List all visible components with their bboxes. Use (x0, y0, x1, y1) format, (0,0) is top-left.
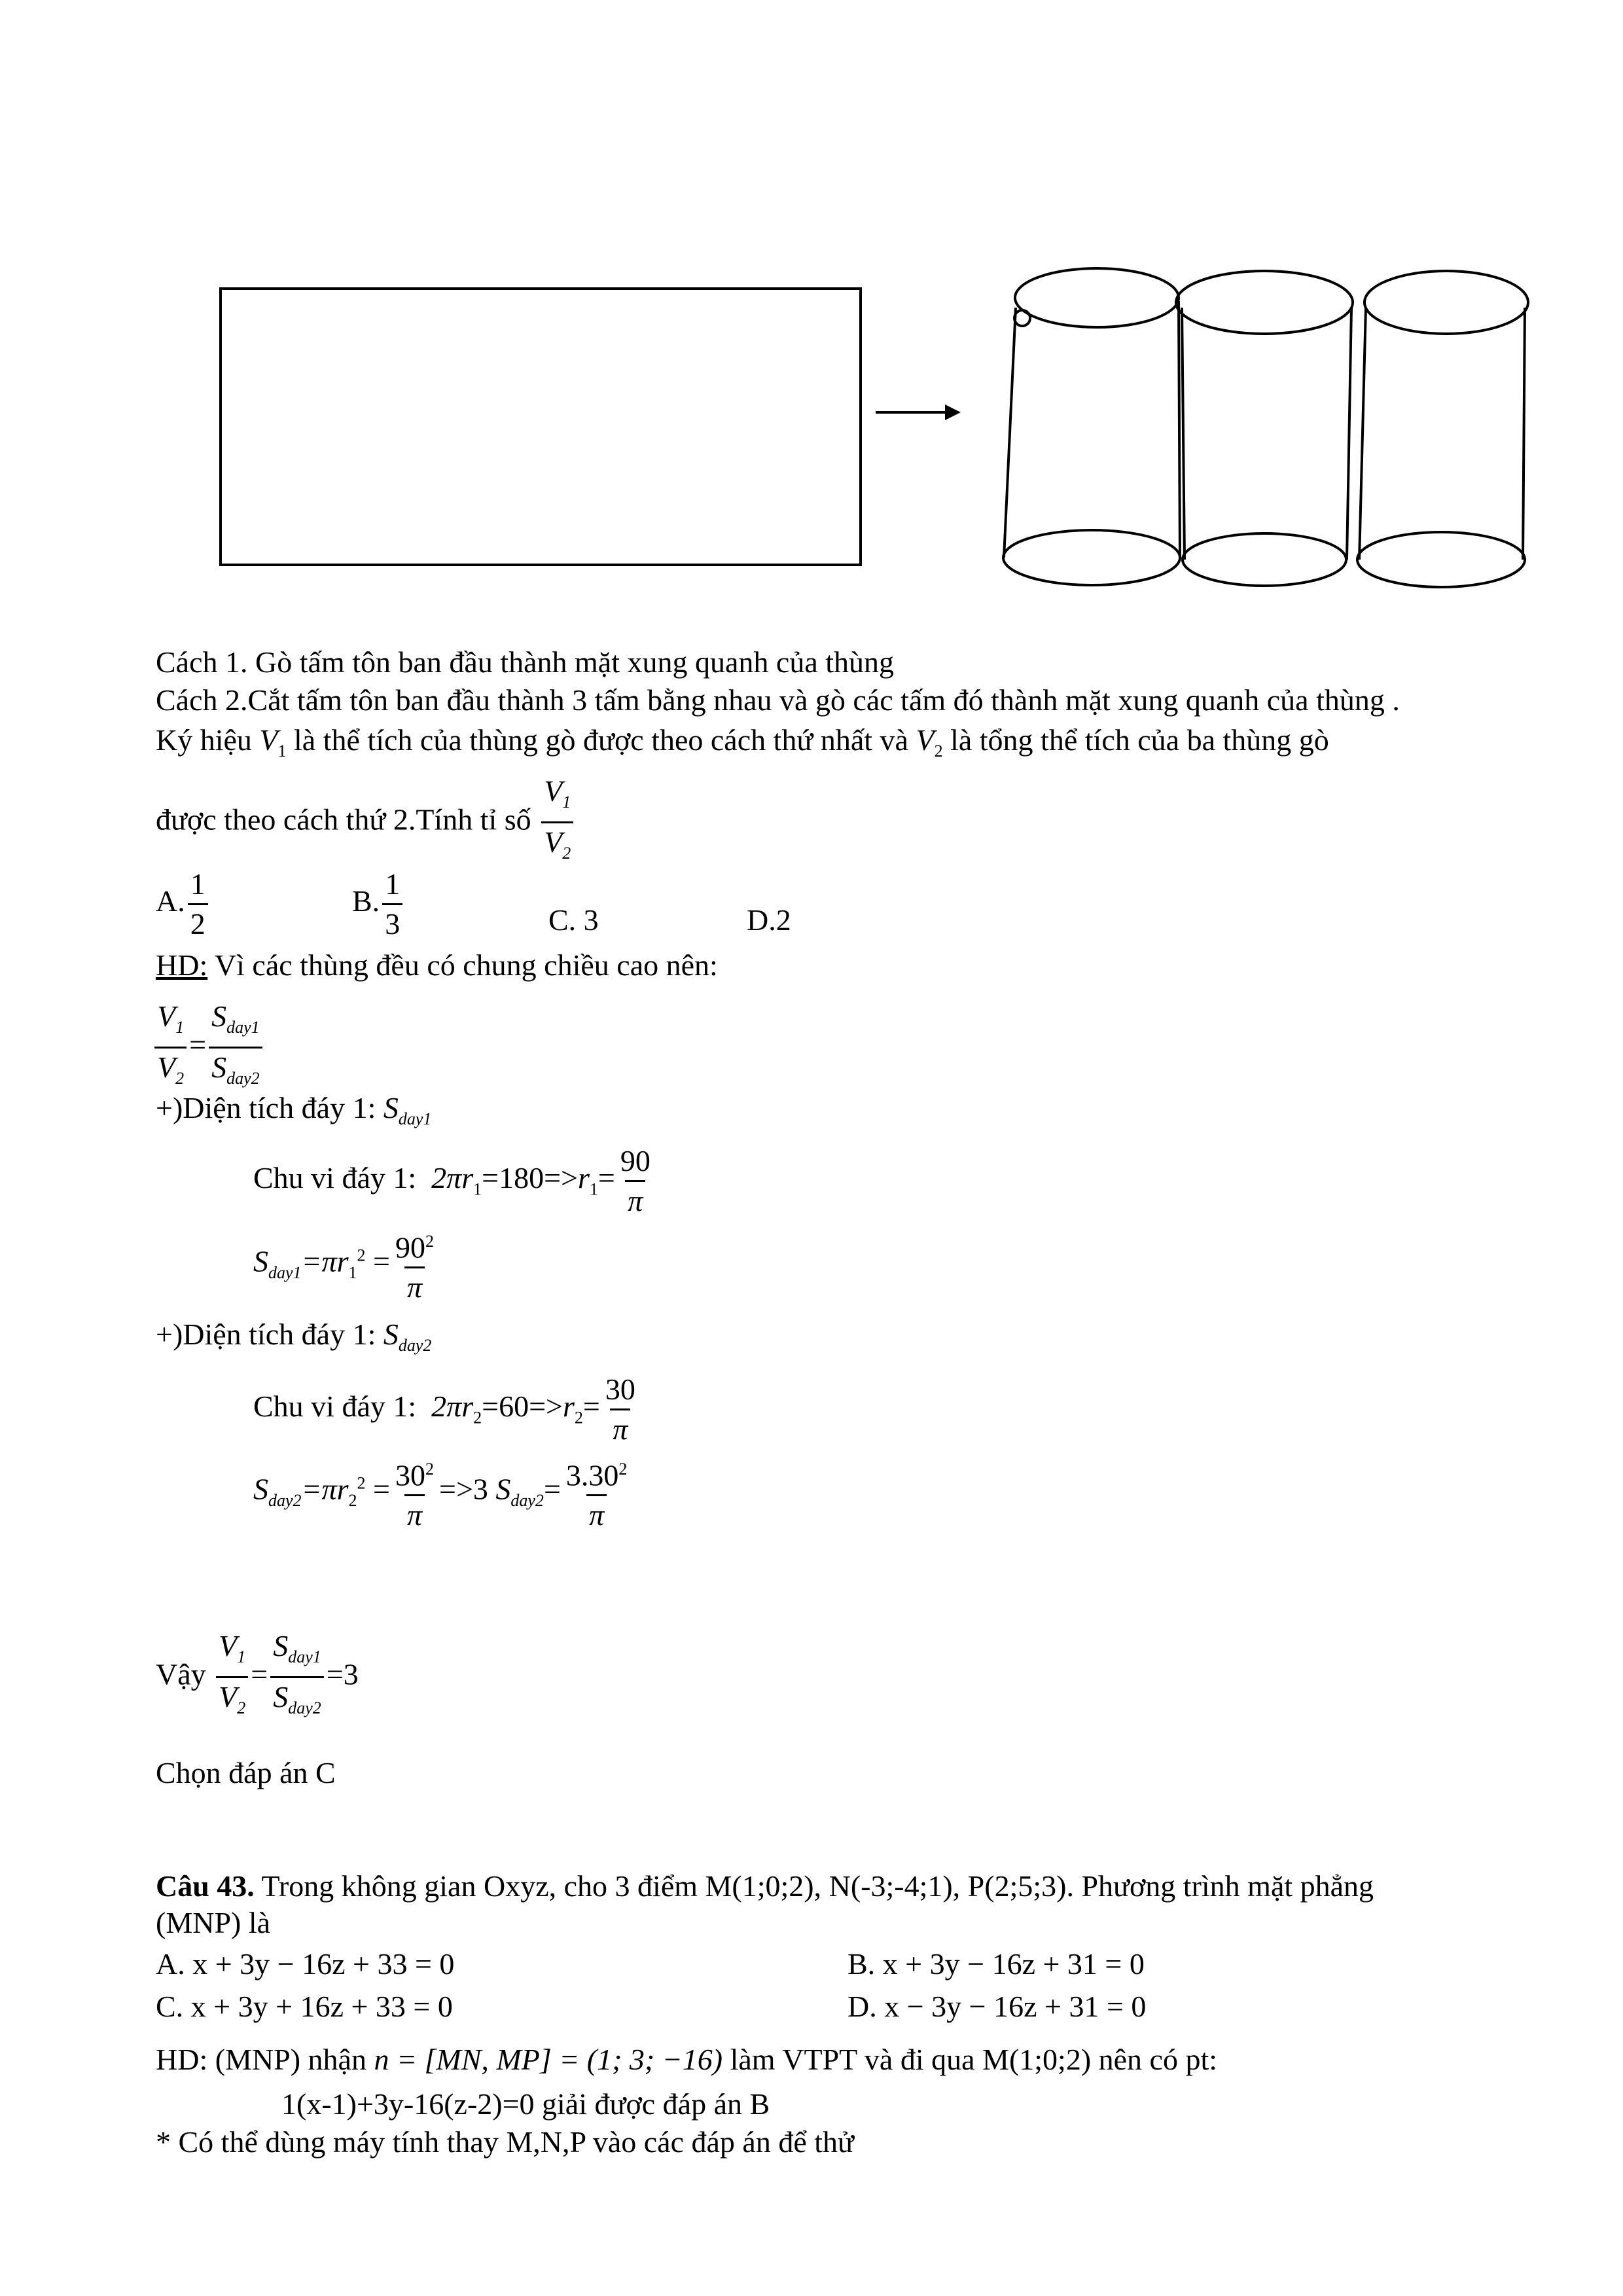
sub: 2 (175, 1069, 185, 1088)
v2-symbol: V (916, 723, 935, 757)
ratio-fraction (541, 772, 573, 872)
method-1-text: Cách 1. Gò tấm tôn ban đầu thành mặt xung quanh của thùng (156, 645, 895, 679)
v: V (544, 774, 563, 808)
den: 2 (188, 903, 208, 943)
num: 90 (620, 1144, 651, 1177)
area-1-heading (156, 1090, 431, 1138)
question-43-cont: (MNP) là (156, 1906, 271, 1939)
option-d: D.2 (747, 903, 791, 937)
normal-vector: n = [MN, MP] = (1; 3; −16) (374, 2043, 723, 2076)
text: làm VTPT và đi qua M(1;0;2) nên có pt: (722, 2043, 1218, 2076)
eq: = (582, 1390, 600, 1424)
cylinder-2 (1176, 271, 1353, 586)
sup: 2 (425, 1232, 434, 1251)
sub: day1 (268, 1263, 302, 1282)
method-2-text: Cách 2.Cắt tấm tôn ban đầu thành 3 tấm bằng nhau và gò các tấm đó thành mặt xung quanh của thùng . (156, 683, 1400, 717)
eq: = (373, 1244, 390, 1278)
text: HD: (MNP) nhận (156, 2043, 366, 2076)
sub: 2 (473, 1408, 482, 1427)
area-1-formula (253, 1223, 439, 1306)
r: r (577, 1161, 590, 1195)
num: 1 (385, 867, 401, 901)
sup: 2 (357, 1246, 366, 1265)
hint-line (156, 947, 718, 984)
perimeter-2-line (253, 1371, 641, 1448)
num: 3.30 (565, 1458, 619, 1492)
s: S (211, 1050, 227, 1085)
ratio-equation (152, 997, 265, 1098)
subscript: 2 (934, 742, 943, 761)
v1-symbol: V (259, 723, 278, 757)
text: Trong không gian Oxyz, cho 3 điểm M(1;0;2), N(-3;-4;1), P(2;5;3). Phương trình mặt phẳng (254, 1869, 1374, 1903)
text: Chu vi đáy 1: (253, 1390, 417, 1424)
question-text (156, 772, 576, 872)
v: V (157, 1050, 176, 1085)
sup: 2 (425, 1460, 434, 1479)
text: Chu vi đáy 1: (253, 1161, 417, 1195)
den: π (404, 1266, 425, 1306)
sub: day2 (398, 1336, 432, 1355)
s: S (495, 1472, 511, 1506)
metal-sheet-rectangle (221, 289, 861, 565)
option-d: D. x − 3y − 16z + 31 = 0 (847, 1990, 1147, 2023)
hint-43-equation: 1(x-1)+3y-16(z-2)=0 giải được đáp án B (281, 2087, 770, 2121)
conclusion-line (156, 1627, 359, 1727)
sub: 2 (562, 844, 571, 863)
fraction (563, 1450, 630, 1534)
fraction (393, 1223, 437, 1306)
fraction (618, 1142, 653, 1220)
cylinder-1 (1003, 268, 1180, 585)
sub: 1 (348, 1263, 357, 1282)
question-label: Câu 43. (156, 1869, 255, 1903)
sub: 1 (175, 1018, 185, 1037)
sup: 2 (618, 1460, 628, 1479)
sub: 1 (562, 793, 571, 812)
r: r (562, 1390, 575, 1424)
s: S (253, 1472, 268, 1506)
sup: 2 (357, 1473, 366, 1493)
sub: 2 (348, 1490, 357, 1510)
sub: 2 (574, 1408, 583, 1427)
option-b (352, 865, 405, 943)
cylinder-3 (1357, 271, 1528, 587)
text: Vậy (156, 1657, 206, 1691)
sub: day1 (398, 1109, 432, 1129)
answer-options (156, 865, 791, 943)
v: V (157, 999, 176, 1033)
choose-answer: Chọn đáp án C (156, 1756, 336, 1789)
note: * Có thể dùng máy tính thay M,N,P vào các đáp án để thử (156, 2125, 854, 2159)
perimeter-1-line (253, 1142, 656, 1220)
fraction (393, 1450, 437, 1534)
subscript: 1 (277, 742, 287, 761)
sub: 2 (237, 1698, 246, 1718)
eq: =πr (301, 1244, 349, 1278)
hint-43 (156, 2041, 1217, 2078)
option-b-label: B. (352, 884, 380, 918)
sub: 1 (473, 1179, 482, 1199)
option-a-label: A. (156, 884, 185, 918)
sub: day1 (226, 1018, 260, 1037)
arrow-icon (876, 404, 961, 420)
eq: =πr (301, 1472, 349, 1506)
num: 30 (605, 1372, 635, 1406)
fraction (154, 997, 187, 1098)
eq: = (251, 1657, 268, 1691)
option-c: C. 3 (548, 903, 599, 937)
num: 1 (190, 867, 205, 901)
s: S (383, 1318, 399, 1351)
text: Ký hiệu (156, 723, 252, 757)
option-a-fraction (188, 865, 208, 943)
definition-text (156, 722, 1329, 770)
v: V (219, 1629, 238, 1662)
s: S (211, 999, 227, 1033)
eq: =60=> (482, 1390, 563, 1424)
eq: =180=> (482, 1161, 578, 1195)
option-b: B. x + 3y − 16z + 31 = 0 (847, 1947, 1145, 1981)
sub: day2 (288, 1698, 321, 1718)
text: là thể tích của thùng gò được theo cách thứ nhất và (294, 723, 908, 757)
eq: = (543, 1472, 561, 1506)
text: +)Diện tích đáy 1: (156, 1091, 376, 1124)
figure-sheet-to-cylinders (0, 0, 1623, 655)
sub: day2 (226, 1069, 260, 1088)
sub: 1 (237, 1647, 246, 1667)
text: Vì các thùng đều có chung chiều cao nên: (207, 948, 718, 982)
sub: day1 (288, 1647, 321, 1667)
eq: = (597, 1161, 615, 1195)
text: +)Diện tích đáy 1: (156, 1318, 376, 1351)
num: 90 (395, 1230, 425, 1265)
den: π (610, 1408, 630, 1448)
s: S (273, 1680, 289, 1714)
den: π (404, 1494, 425, 1534)
fraction (216, 1627, 248, 1727)
s: S (253, 1244, 268, 1278)
eq: 2πr (431, 1161, 474, 1195)
num: 30 (395, 1458, 425, 1492)
sub: 1 (589, 1179, 598, 1199)
den: π (586, 1494, 607, 1534)
sub: day2 (510, 1490, 544, 1510)
question-43 (156, 1868, 1374, 1905)
area-2-heading (156, 1316, 431, 1364)
sub: day2 (268, 1490, 302, 1510)
option-c: C. x + 3y + 16z + 33 = 0 (156, 1990, 453, 2023)
den: π (625, 1180, 645, 1220)
equals: = (189, 1028, 207, 1062)
fraction (270, 1627, 324, 1727)
v: V (544, 825, 563, 859)
fraction (603, 1371, 638, 1448)
eq: =>3 (439, 1472, 488, 1506)
area-2-formula (253, 1450, 632, 1534)
hd-label: HD: (156, 948, 208, 982)
den: 3 (382, 903, 402, 943)
fraction (209, 997, 262, 1098)
eq: = (373, 1472, 390, 1506)
option-a: A. x + 3y − 16z + 33 = 0 (156, 1947, 455, 1981)
result: =3 (326, 1657, 359, 1691)
eq: 2πr (431, 1390, 474, 1424)
text: được theo cách thứ 2.Tính tỉ số (156, 802, 531, 836)
v: V (219, 1680, 238, 1714)
s: S (273, 1629, 289, 1662)
text: là tổng thể tích của ba thùng gò (950, 723, 1329, 757)
s: S (383, 1091, 399, 1124)
